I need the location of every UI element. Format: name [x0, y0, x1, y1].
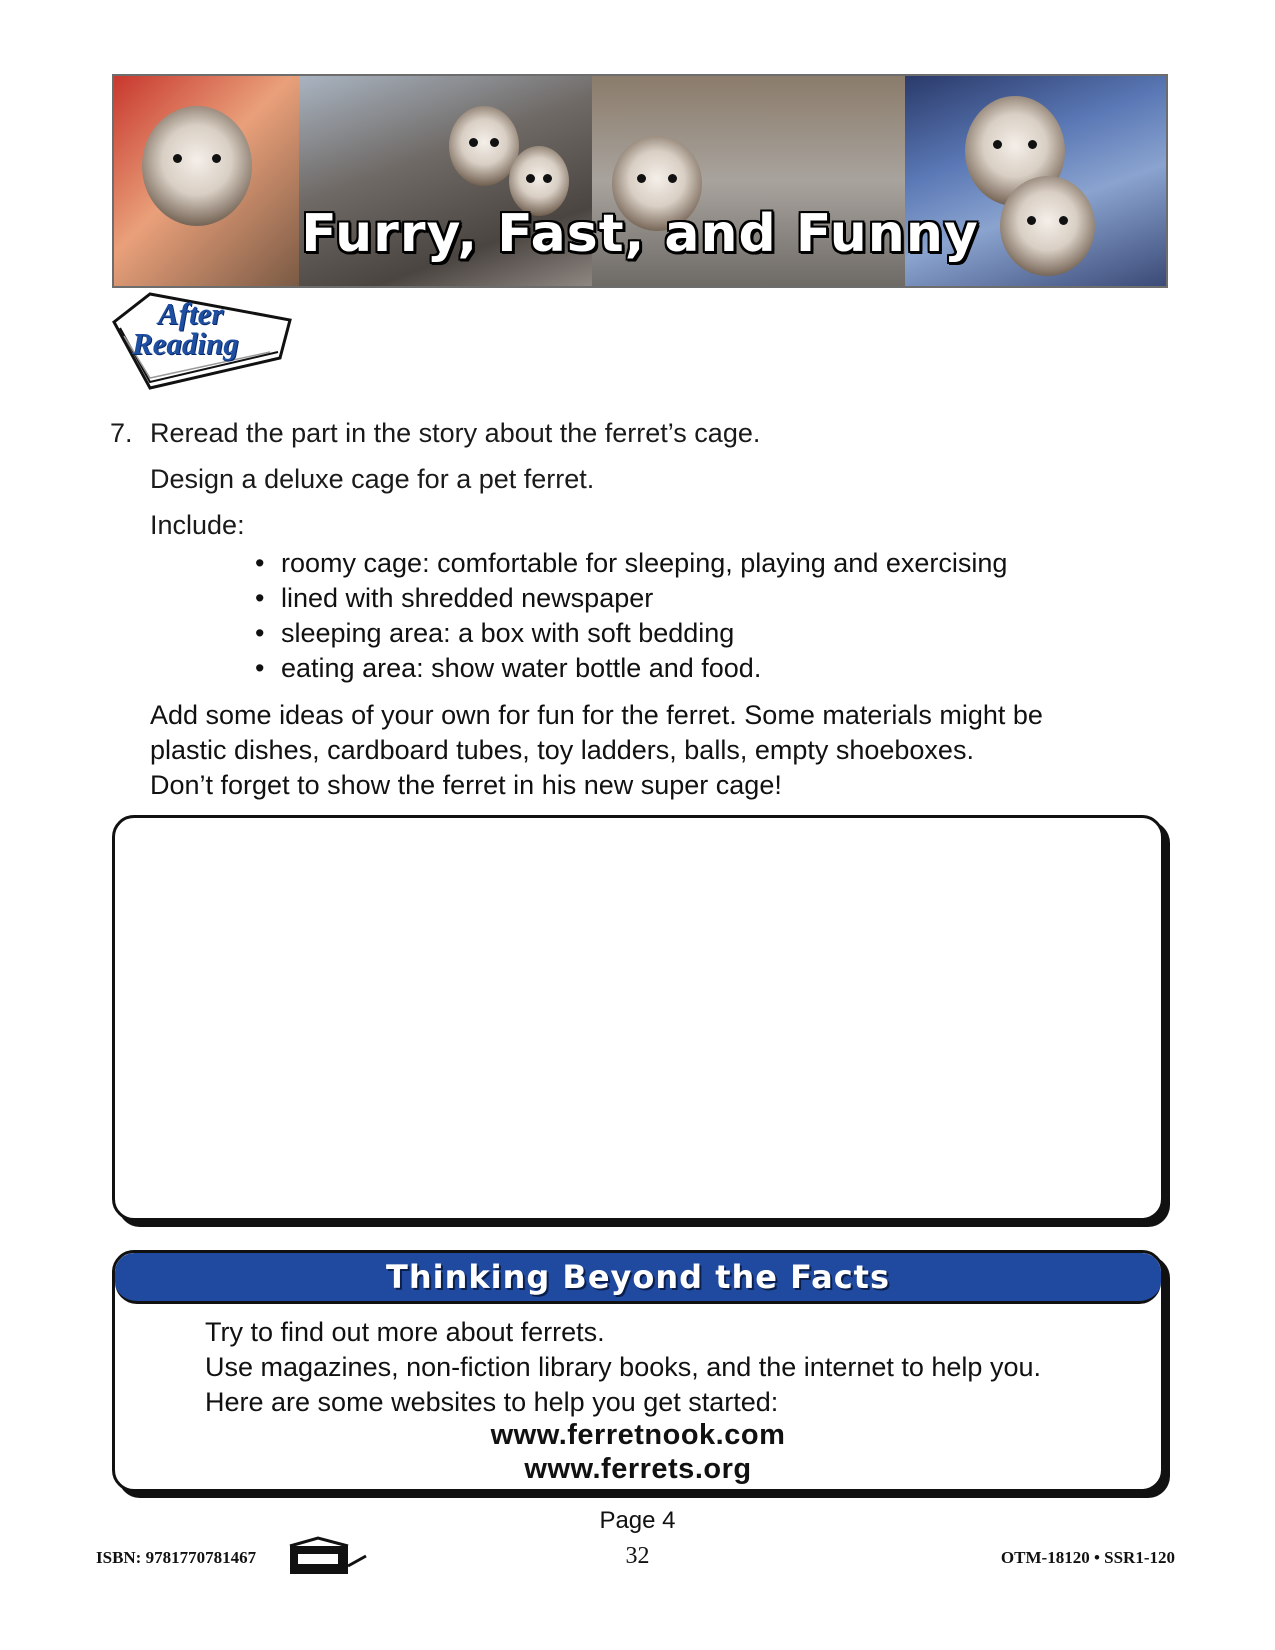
include-list [255, 546, 1007, 686]
thinking-beyond-header [115, 1253, 1161, 1304]
list-item: • lined with shredded newspaper [255, 583, 654, 613]
question-number: 7. [110, 418, 133, 448]
website-link-ferretnook[interactable]: www.ferretnook.com [490, 1419, 786, 1451]
after-reading-line1: After [158, 296, 224, 331]
drawing-area[interactable] [112, 815, 1164, 1221]
after-reading-line2: Reading [132, 326, 239, 361]
banner-title: Furry, Fast, and Funny [301, 204, 979, 264]
thinking-line-1: Try to find out more about ferrets. [205, 1317, 605, 1347]
question-line-3: Include: [150, 510, 245, 540]
product-code: OTM-18120 • SSR1-120 [1000, 1548, 1175, 1567]
publisher-logo-icon [288, 1536, 368, 1578]
thinking-line-2: Use magazines, non-fiction library books, and the internet to help you. [205, 1352, 1041, 1382]
question-line-1: Reread the part in the story about the ferret’s cage. [150, 418, 761, 448]
thinking-beyond-box [112, 1250, 1164, 1492]
list-item: • roomy cage: comfortable for sleeping, playing and exercising [255, 548, 1008, 578]
isbn: ISBN: 9781770781467 [96, 1548, 257, 1567]
after-reading-badge [110, 292, 295, 392]
page-number: 32 [625, 1543, 650, 1569]
list-item: • eating area: show water bottle and food. [255, 653, 762, 683]
header-banner [112, 74, 1168, 288]
thinking-line-3: Here are some websites to help you get started: [205, 1387, 779, 1417]
page-label: Page 4 [599, 1507, 676, 1534]
website-link-ferrets-org[interactable]: www.ferrets.org [524, 1453, 752, 1485]
question-line-2: Design a deluxe cage for a pet ferret. [150, 464, 595, 494]
thinking-beyond-title: Thinking Beyond the Facts [385, 1258, 890, 1296]
list-item: • sleeping area: a box with soft bedding [255, 618, 735, 648]
ideas-paragraph: Add some ideas of your own for fun for the ferret. Some materials might be plastic dishes, cardboard tubes, toy ladders, balls, empty shoeboxes. Don’t forget to show the ferret in his new super cage! [150, 700, 1043, 800]
